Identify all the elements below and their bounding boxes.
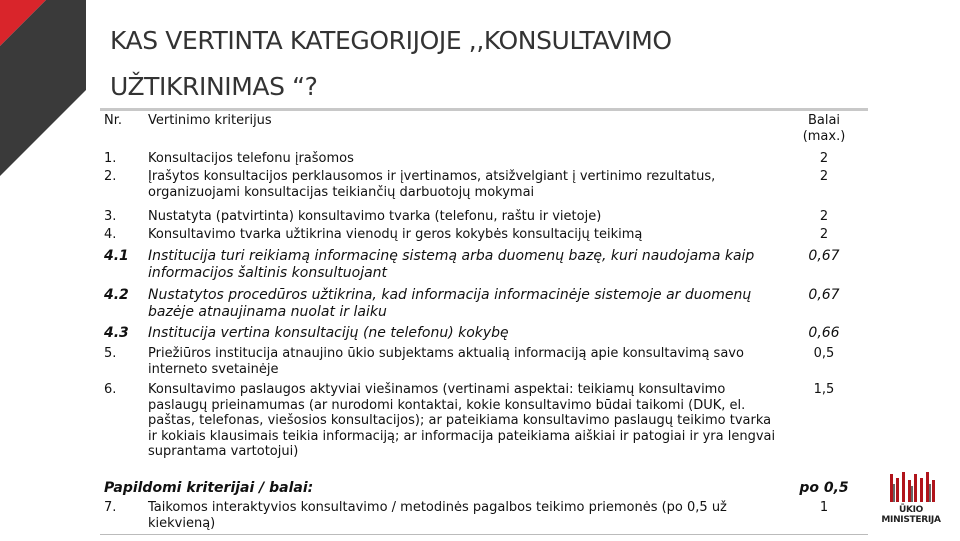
criteria-table — [100, 108, 868, 531]
header-criterion: Vertinimo kriterijus — [148, 113, 272, 128]
row-points: 1,5 — [813, 382, 835, 397]
row-criterion: Konsultavimo tvarka užtikrina vienodų ir geros kokybės konsultacijų teikimą — [148, 227, 643, 242]
row-criterion: Įrašytos konsultacijos perklausomos ir įvertinamos, atsižvelgiant į vertinimo rezultatus, organizuojami konsultacijas teikiančių darbuotojų mokymai — [148, 169, 716, 200]
row-nr: 4.2 — [104, 287, 129, 303]
logo-text: ŪKIO MINISTERIJA — [881, 505, 941, 525]
row-nr: 7. — [104, 500, 117, 515]
row-nr: 4. — [104, 227, 117, 242]
row-criterion: Taikomos interaktyvios konsultavimo / metodinės pagalbos teikimo priemonės (po 0,5 už kiekvieną) — [148, 500, 727, 531]
row-criterion: Priežiūros institucija atnaujino ūkio subjektams aktualią informaciją apie konsultavimą savo interneto svetainėje — [148, 346, 744, 377]
page-title — [110, 18, 870, 110]
row-nr: 4.3 — [104, 325, 129, 341]
row-points: 2 — [819, 151, 829, 166]
row-points: 0,5 — [813, 346, 835, 361]
row-criterion: Nustatytos procedūros užtikrina, kad informacija informacinėje sistemoje ar duomenų bazėje atnaujinama nuolat ir laiku — [148, 287, 752, 320]
row-nr: 5. — [104, 346, 117, 361]
header-points-line1: Balai — [807, 113, 841, 128]
header-points — [786, 113, 862, 144]
row-nr: 3. — [104, 209, 117, 224]
row-points: 2 — [819, 227, 829, 242]
row-criterion: Institucija turi reikiamą informacinę sistemą arba duomenų bazę, kuri naudojama kaip informacijos šaltinis konsultuojant — [148, 248, 755, 281]
row-points: 2 — [819, 169, 829, 184]
row-points: 0,66 — [808, 325, 840, 341]
row-criterion: Konsultacijos telefonu įrašomos — [148, 151, 354, 166]
extra-criteria-points: po 0,5 — [799, 480, 849, 496]
row-nr: 6. — [104, 382, 117, 397]
header-points-line2: (max.) — [802, 128, 846, 144]
row-nr: 2. — [104, 169, 117, 184]
title-line-2: UŽTIKRINIMAS “? — [110, 72, 318, 101]
row-criterion: Konsultavimo paslaugos aktyviai viešinamos (vertinami aspektai: teikiamų konsultavimo paslaugų prieinamumas (ar nurodomi kontaktai, kokie konsultavimo būdai taikomi (DUK, el. paštas, telefonas, viešosios konsultacijos); ar pateikiama konsultavimo paslaugų teikimo tvarka ir kokiais klausimais teikia informaciją; ar informacija pateikiama aiškiai ir patogiai ir yra lengvai suprantama vartotojui) — [148, 382, 776, 459]
row-criterion: Institucija vertina konsultacijų (ne telefonu) kokybę — [148, 325, 509, 341]
decorative-corner-shapes — [0, 0, 86, 180]
row-points: 0,67 — [808, 248, 840, 264]
row-points: 2 — [819, 209, 829, 224]
extra-criteria-label: Papildomi kriterijai / balai: — [104, 480, 314, 496]
row-points: 0,67 — [808, 287, 840, 303]
row-points: 1 — [819, 500, 829, 515]
title-line-1: KAS VERTINTA KATEGORIJOJE ,,KONSULTAVIMO — [110, 26, 672, 55]
table-header — [100, 113, 868, 153]
row-nr: 1. — [104, 151, 117, 166]
header-nr: Nr. — [104, 113, 123, 128]
row-criterion: Nustatyta (patvirtinta) konsultavimo tvarka (telefonu, raštu ir vietoje) — [148, 209, 602, 224]
row-nr: 4.1 — [104, 248, 129, 264]
